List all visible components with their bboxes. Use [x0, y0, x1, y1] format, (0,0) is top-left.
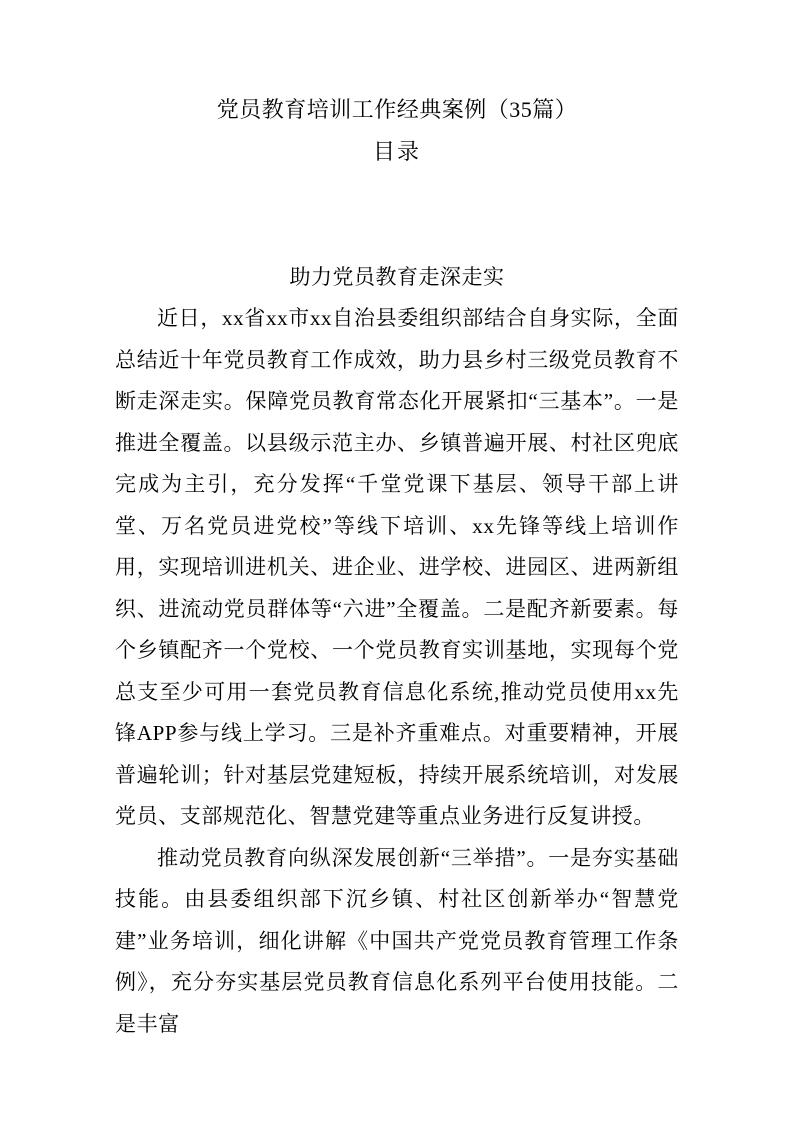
body-paragraphs [115, 298, 679, 1045]
section-title: 助力党员教育走深走实 [289, 265, 505, 289]
body-paragraph: 推动党员教育向纵深发展创新“三举措”。一是夯实基础技能。由县委组织部下沉乡镇、村社区创新举办“智慧党建”业务培训，细化讲解《中国共产党党员教育管理工作条例》，充分夯实基层党员教育信息化系列平台使用技能。二是丰富 [115, 845, 679, 1036]
body-paragraph: 近日，xx省xx市xx自治县委组织部结合自身实际，全面总结近十年党员教育工作成效，助力县乡村三级党员教育不断走深走实。保障党员教育常态化开展紧扣“三基本”。一是推进全覆盖。以县级示范主办、乡镇普遍开展、村社区兜底完成为主引，充分发挥“千堂党课下基层、领导干部上讲堂、万名党员进党校”等线下培训、xx先锋等线上培训作用，实现培训进机关、进企业、进学校、进园区、进两新组织、进流动党员群体等“六进”全覆盖。二是配齐新要素。每个乡镇配齐一个党校、一个党员教育实训基地，实现每个党总支至少可用一套党员教育信息化系统,推动党员使用xx先锋APP参与线上学习。三是补齐重难点。对重要精神，开展普遍轮训；针对基层党建短板，持续开展系统培训，对发展党员、支部规范化、智慧党建等重点业务进行反复讲授。 [115, 306, 679, 828]
toc-heading: 目录 [372, 139, 421, 164]
document-title: 党员教育培训工作经典案例（35篇） [216, 97, 578, 122]
